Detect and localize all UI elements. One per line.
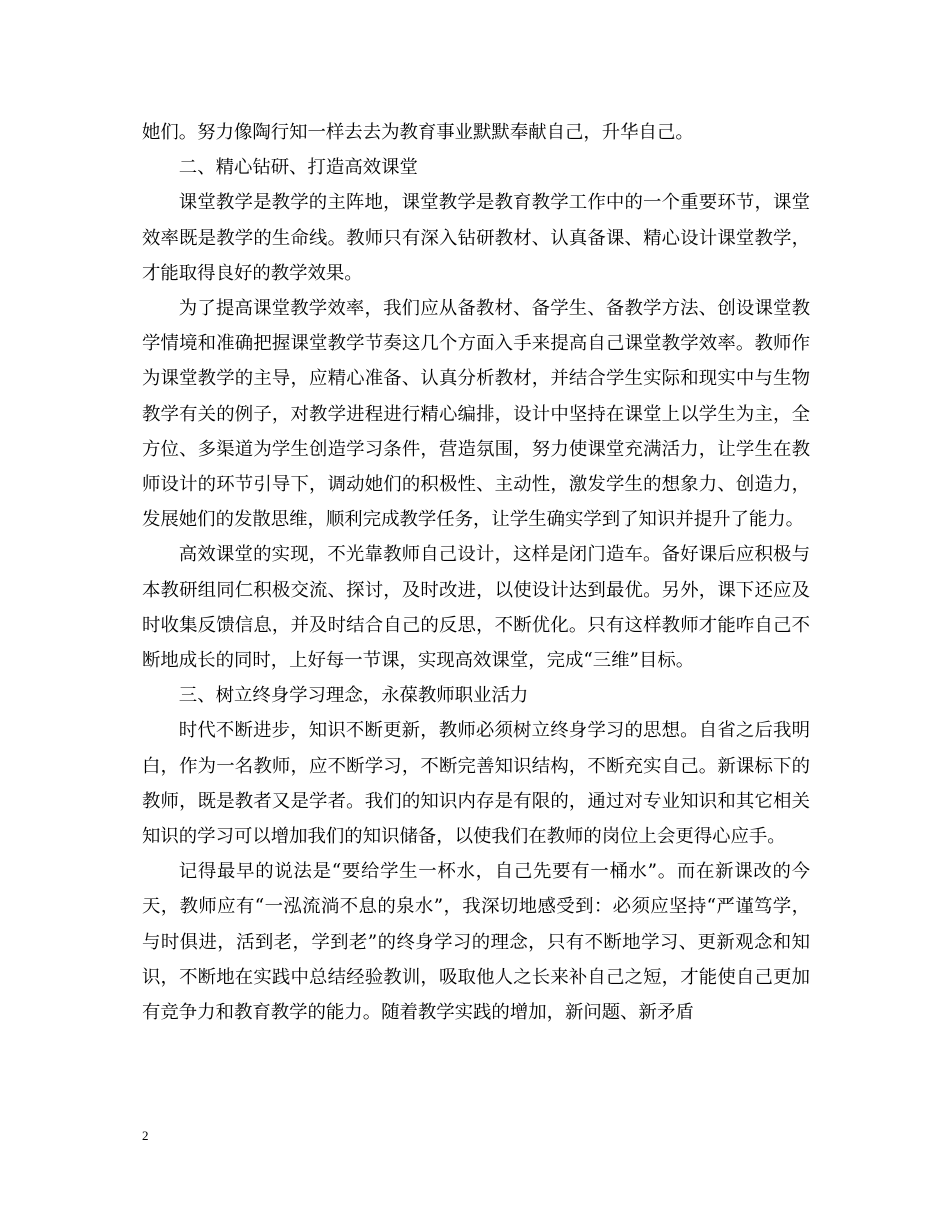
paragraph: 为了提高课堂教学效率，我们应从备教材、备学生、备教学方法、创设课堂教学情境和准确把握课堂教学节奏这几个方面入手来提高自己课堂教学效率。教师作为课堂教学的主导，应精心准备、认真分析教材，并结合学生实际和现实中与生物教学有关的例子，对教学进程进行精心编排，设计中坚持在课堂上以学生为主，全方位、多渠道为学生创造学习条件，营造氛围，努力使课堂充满活力，让学生在教师设计的环节引导下，调动她们的积极性、主动性，激发学生的想象力、创造力，发展她们的发散思维，顺利完成教学任务，让学生确实学到了知识并提升了能力。 — [142, 298, 810, 531]
paragraph: 记得最早的说法是“要给学生一杯水，自己先要有一桶水”。而在新课改的今天，教师应有“一泓流淌不息的泉水”，我深切地感受到：必须应坚持“严谨笃学，与时俱进，活到老，学到老”的终身学习的理念，只有不断地学习、更新观念和知识，不断地在实践中总结经验教训，吸取他人之长来补自己之短，才能使自己更加有竞争力和教育教学的能力。随着教学实践的增加，新问题、新矛盾 — [142, 861, 810, 1024]
paragraph: 她们。努力像陶行知一样去去为教育事业默默奉献自己，升华自己。 — [142, 122, 694, 143]
paragraph: 高效课堂的实现，不光靠教师自己设计，这样是闭门造车。备好课后应积极与本教研组同仁积极交流、探讨，及时改进，以使设计达到最优。另外，课下还应及时收集反馈信息，并及时结合自己的反思，不断优化。只有这样教师才能咋自己不断地成长的同时，上好每一节课，实现高效课堂，完成“三维”目标。 — [142, 544, 810, 672]
page-number: 2 — [142, 1128, 149, 1143]
page-body — [142, 115, 810, 1030]
paragraph: 课堂教学是教学的主阵地，课堂教学是教育教学工作中的一个重要环节，课堂效率既是教学的生命线。教师只有深入钻研教材、认真备课、精心设计课堂教学，才能取得良好的教学效果。 — [142, 192, 810, 284]
section-heading: 三、树立终身学习理念，永葆教师职业活力 — [178, 685, 529, 707]
paragraph: 时代不断进步，知识不断更新，教师必须树立终身学习的思想。自省之后我明白，作为一名教师，应不断学习，不断完善知识结构，不断充实自己。新课标下的教师，既是教者又是学者。我们的知识内存是有限的，通过对专业知识和其它相关知识的学习可以增加我们的知识储备，以使我们在教师的岗位上会更得心应手。 — [142, 720, 810, 848]
section-heading: 二、精心钻研、打造高效课堂 — [178, 157, 418, 179]
